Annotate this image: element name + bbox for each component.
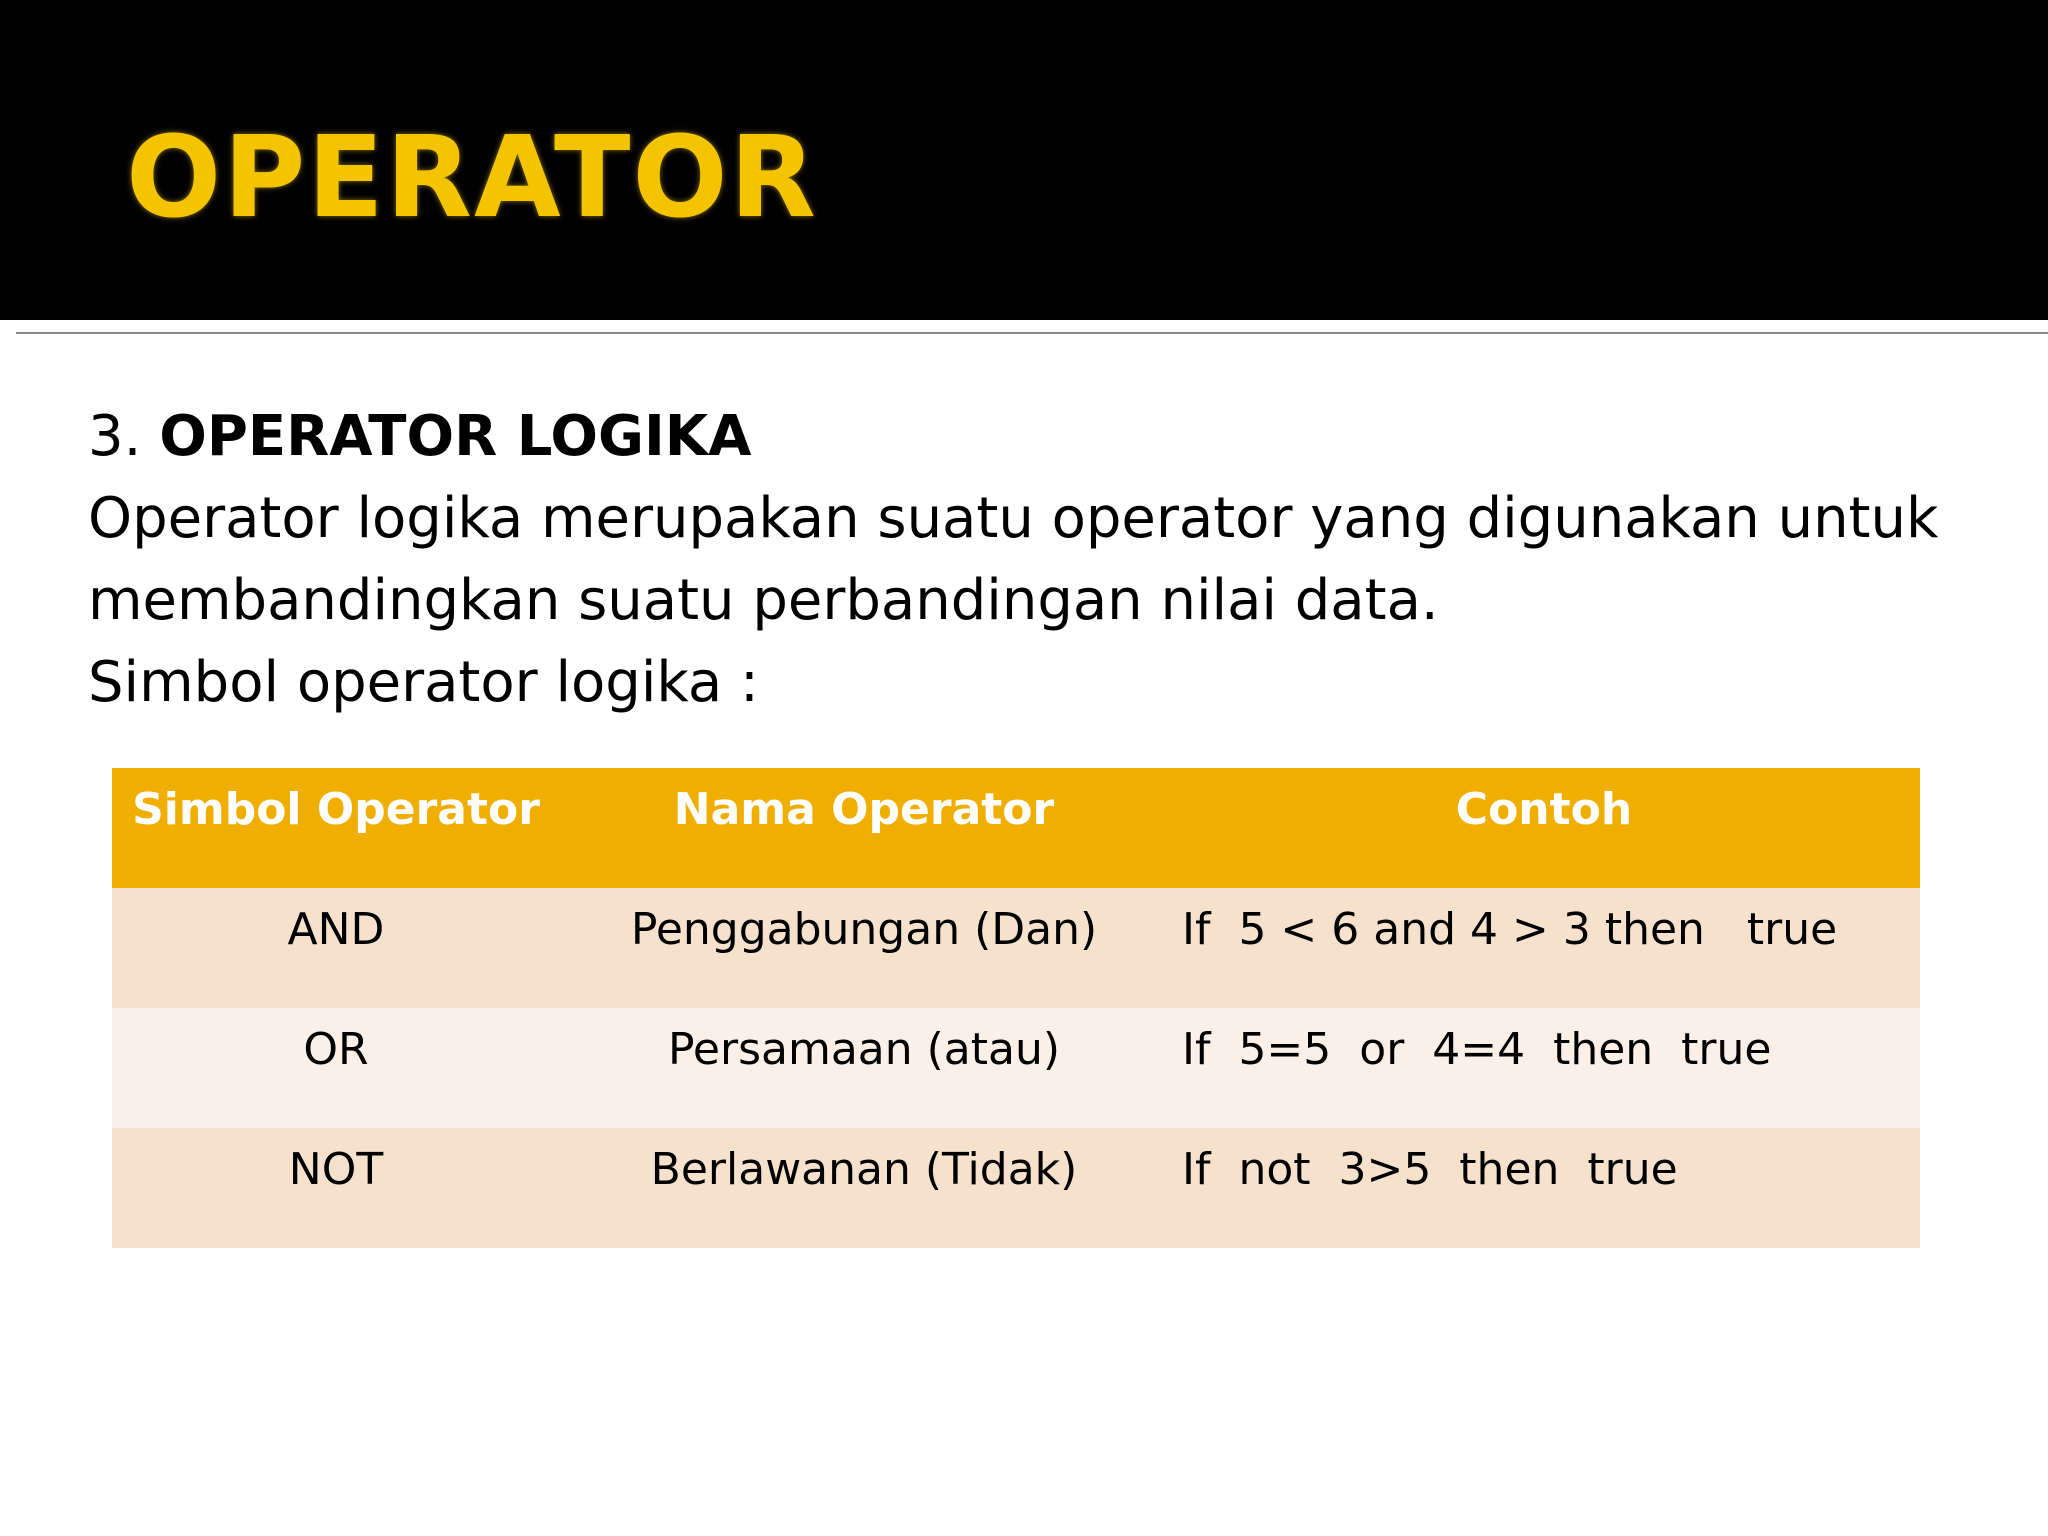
section-number: 3. bbox=[88, 404, 142, 469]
header-symbol: Simbol Operator bbox=[112, 768, 560, 888]
section-title: OPERATOR LOGIKA bbox=[159, 404, 752, 469]
cell-symbol: AND bbox=[112, 888, 560, 1008]
cell-symbol: OR bbox=[112, 1008, 560, 1128]
content-area bbox=[88, 396, 1988, 724]
description-line-1: Operator logika merupakan suatu operator yang digunakan untuk bbox=[88, 486, 1939, 551]
description-line-3: Simbol operator logika : bbox=[88, 650, 759, 715]
cell-name: Persamaan (atau) bbox=[560, 1008, 1168, 1128]
operator-table bbox=[112, 768, 1920, 1248]
cell-example: If not 3>5 then true bbox=[1168, 1128, 1920, 1248]
section-heading bbox=[88, 396, 1988, 478]
table-row bbox=[112, 888, 1920, 1008]
cell-name: Penggabungan (Dan) bbox=[560, 888, 1168, 1008]
table-header-row bbox=[112, 768, 1920, 888]
cell-example: If 5 < 6 and 4 > 3 then true bbox=[1168, 888, 1920, 1008]
cell-example: If 5=5 or 4=4 then true bbox=[1168, 1008, 1920, 1128]
cell-name: Berlawanan (Tidak) bbox=[560, 1128, 1168, 1248]
divider-line bbox=[16, 332, 2048, 334]
header-name: Nama Operator bbox=[560, 768, 1168, 888]
table-row bbox=[112, 1128, 1920, 1248]
slide-title: OPERATOR bbox=[126, 113, 818, 243]
description-line-2: membandingkan suatu perbandingan nilai data. bbox=[88, 568, 1439, 633]
header-example: Contoh bbox=[1168, 768, 1920, 888]
cell-symbol: NOT bbox=[112, 1128, 560, 1248]
table-row bbox=[112, 1008, 1920, 1128]
